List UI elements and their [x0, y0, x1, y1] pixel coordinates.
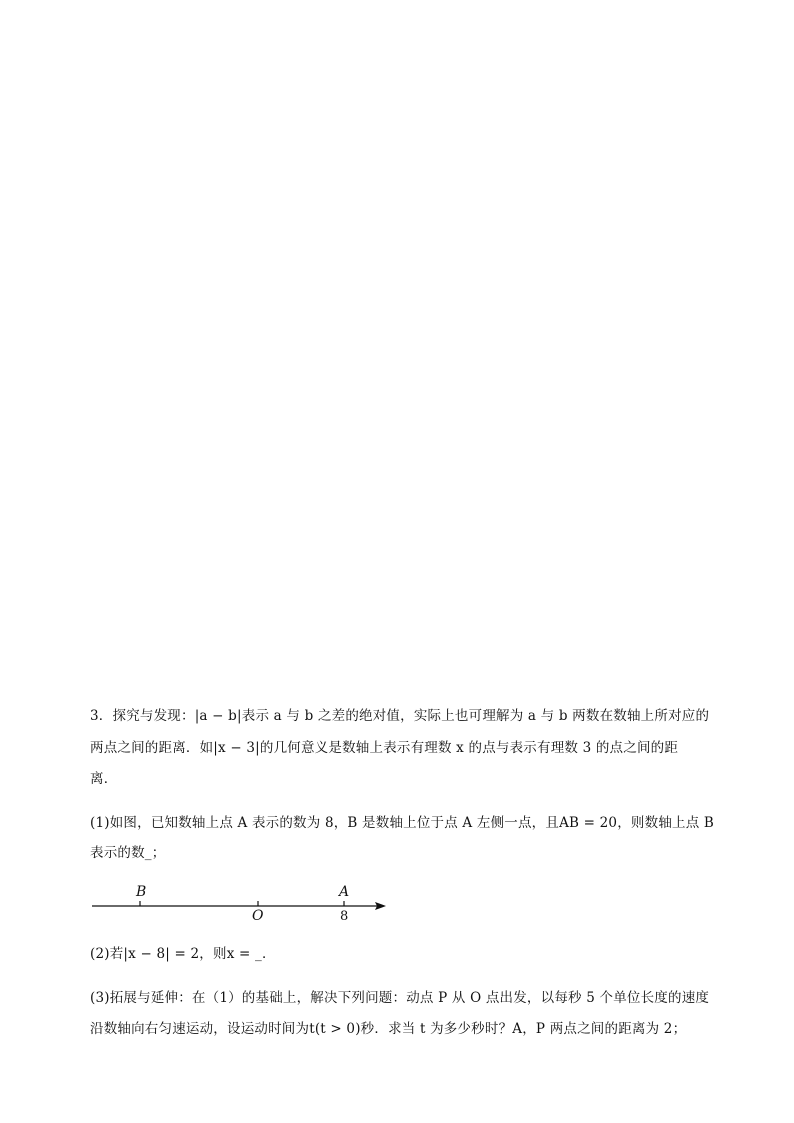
part-1-line-1: (1)如图，已知数轴上点 A 表示的数为 8，B 是数轴上位于点 A 左侧一点，且AB = 20，则数轴上点 B [90, 815, 715, 831]
number-line-figure [88, 880, 398, 924]
part-3-line-2: 沿数轴向右匀速运动，设运动时间为t(t > 0)秒．求当 t 为多少秒时？A，P 两点之间的距离为 2； [90, 1021, 687, 1037]
point-A-label: A [339, 884, 350, 900]
part-1-line-2: 表示的数_； [90, 845, 166, 861]
point-A-value: 8 [340, 909, 349, 924]
part-3-line-1: (3)拓展与延伸：在（1）的基础上，解决下列问题：动点 P 从 O 点出发，以每秒 5 个单位长度的速度 [90, 990, 710, 1006]
point-B-label: B [136, 884, 147, 900]
number-line-svg [88, 880, 398, 924]
intro-line-3: 离． [90, 771, 118, 787]
intro-line-1: 3．探究与发现：|a − b|表示 a 与 b 之差的绝对值，实际上也可理解为 a 与 b 两数在数轴上所对应的 [90, 708, 710, 724]
part-2-line-1: (2)若|x − 8| = 2，则x = _． [90, 946, 276, 962]
point-O-label: O [252, 908, 264, 924]
intro-line-2: 两点之间的距离．如|x − 3|的几何意义是数轴上表示有理数 x 的点与表示有理数 3 的点之间的距 [90, 740, 679, 756]
